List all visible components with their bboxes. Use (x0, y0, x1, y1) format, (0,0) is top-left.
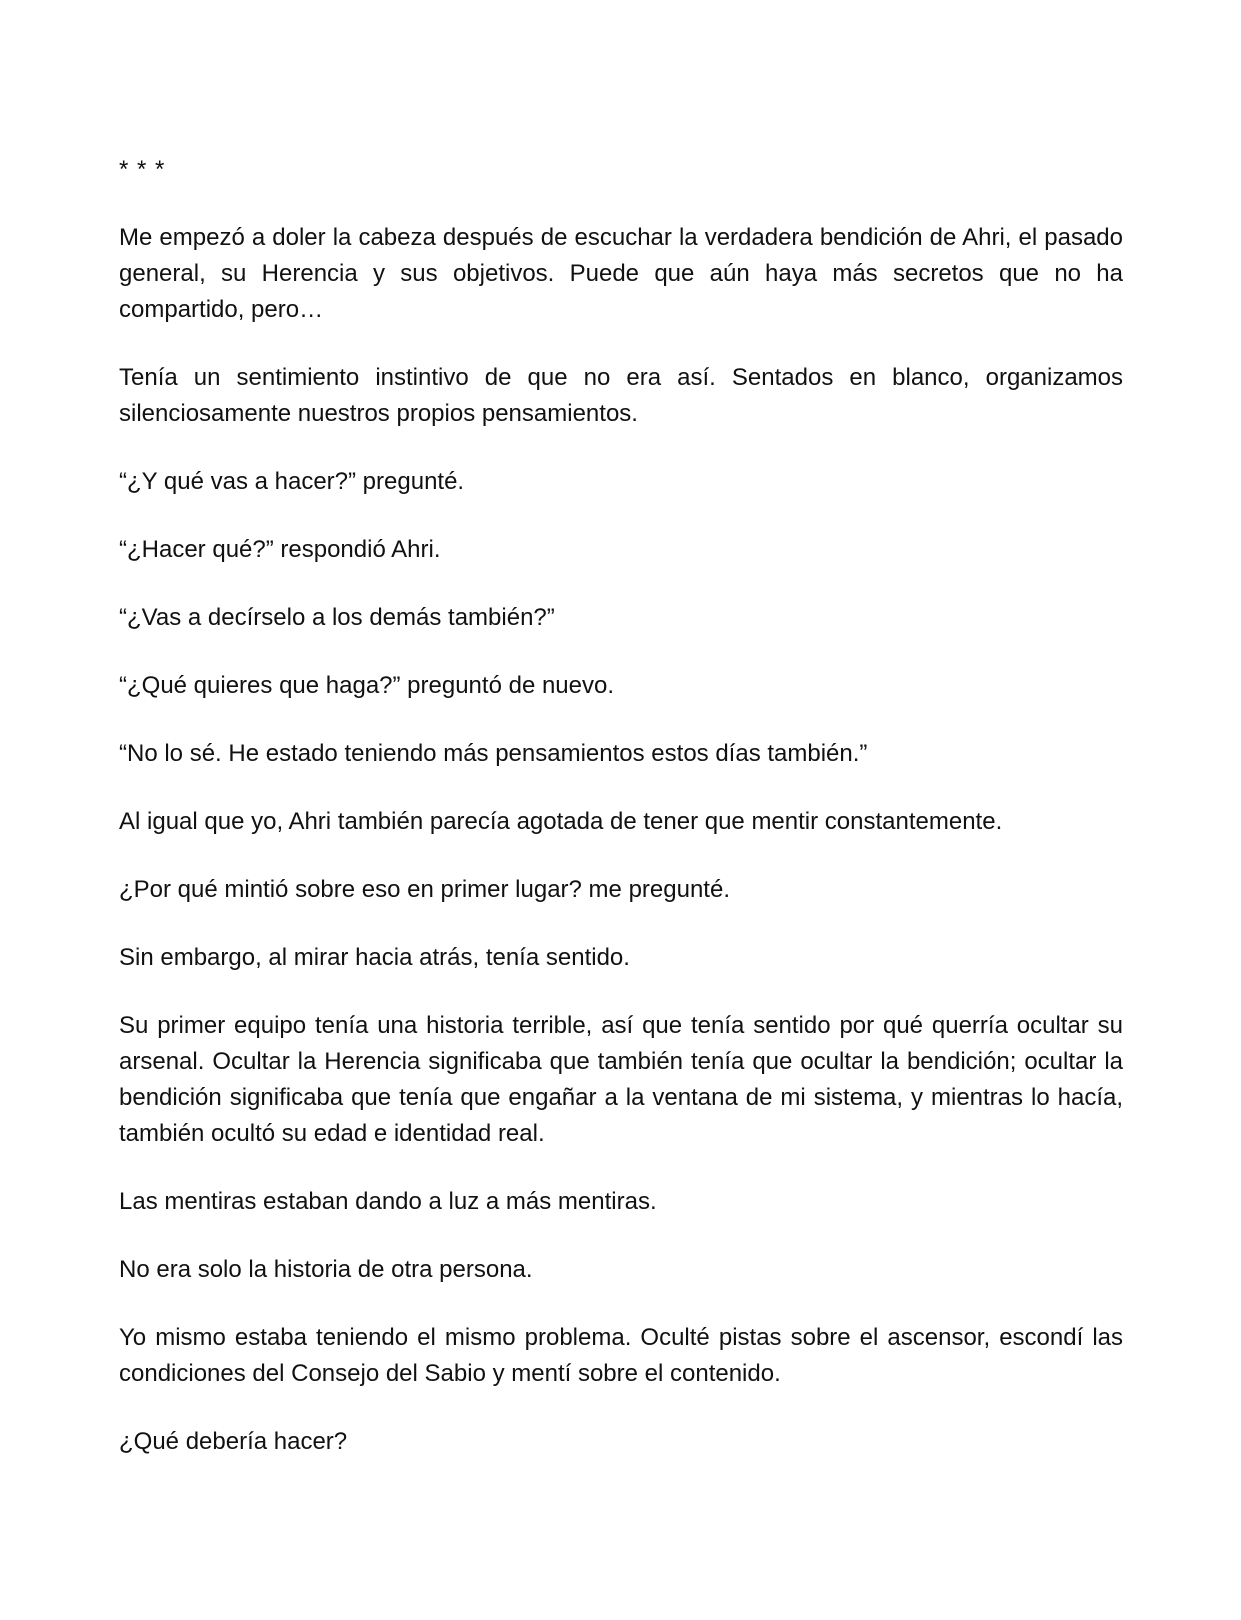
paragraph: No era solo la historia de otra persona. (119, 1256, 533, 1283)
paragraph: Su primer equipo tenía una historia terrible, así que tenía sentido por qué querría ocultar su arsenal. Ocultar la Herencia significaba que también tenía que ocultar la bendición; ocultar la bendición significaba que tenía que engañar a la ventana de mi sistema, y mientras lo hacía, también ocultó su edad e identidad real. (119, 1012, 1123, 1147)
paragraph: Me empezó a doler la cabeza después de escuchar la verdadera bendición de Ahri, el pasado general, su Herencia y sus objetivos. Puede que aún haya más secretos que no ha compartido, pero… (119, 224, 1123, 323)
paragraph: “¿Vas a decírselo a los demás también?” (119, 604, 555, 631)
paragraph: “¿Y qué vas a hacer?” pregunté. (119, 468, 465, 495)
paragraph: Al igual que yo, Ahri también parecía agotada de tener que mentir constantemente. (119, 808, 1003, 835)
paragraph: Las mentiras estaban dando a luz a más mentiras. (119, 1188, 657, 1215)
paragraph: Yo mismo estaba teniendo el mismo problema. Oculté pistas sobre el ascensor, escondí las condiciones del Consejo del Sabio y mentí sobre el contenido. (119, 1324, 1123, 1387)
scene-separator: * * * (119, 156, 166, 183)
paragraph: ¿Qué debería hacer? (119, 1428, 348, 1455)
paragraph: “¿Hacer qué?” respondió Ahri. (119, 536, 441, 563)
paragraph: “No lo sé. He estado teniendo más pensamientos estos días también.” (119, 740, 868, 767)
document-body (119, 152, 1123, 1492)
paragraph: ¿Por qué mintió sobre eso en primer lugar? me pregunté. (119, 876, 730, 903)
paragraph: Sin embargo, al mirar hacia atrás, tenía sentido. (119, 944, 630, 971)
paragraph: Tenía un sentimiento instintivo de que no era así. Sentados en blanco, organizamos silenciosamente nuestros propios pensamientos. (119, 364, 1123, 427)
paragraph: “¿Qué quieres que haga?” preguntó de nuevo. (119, 672, 615, 699)
